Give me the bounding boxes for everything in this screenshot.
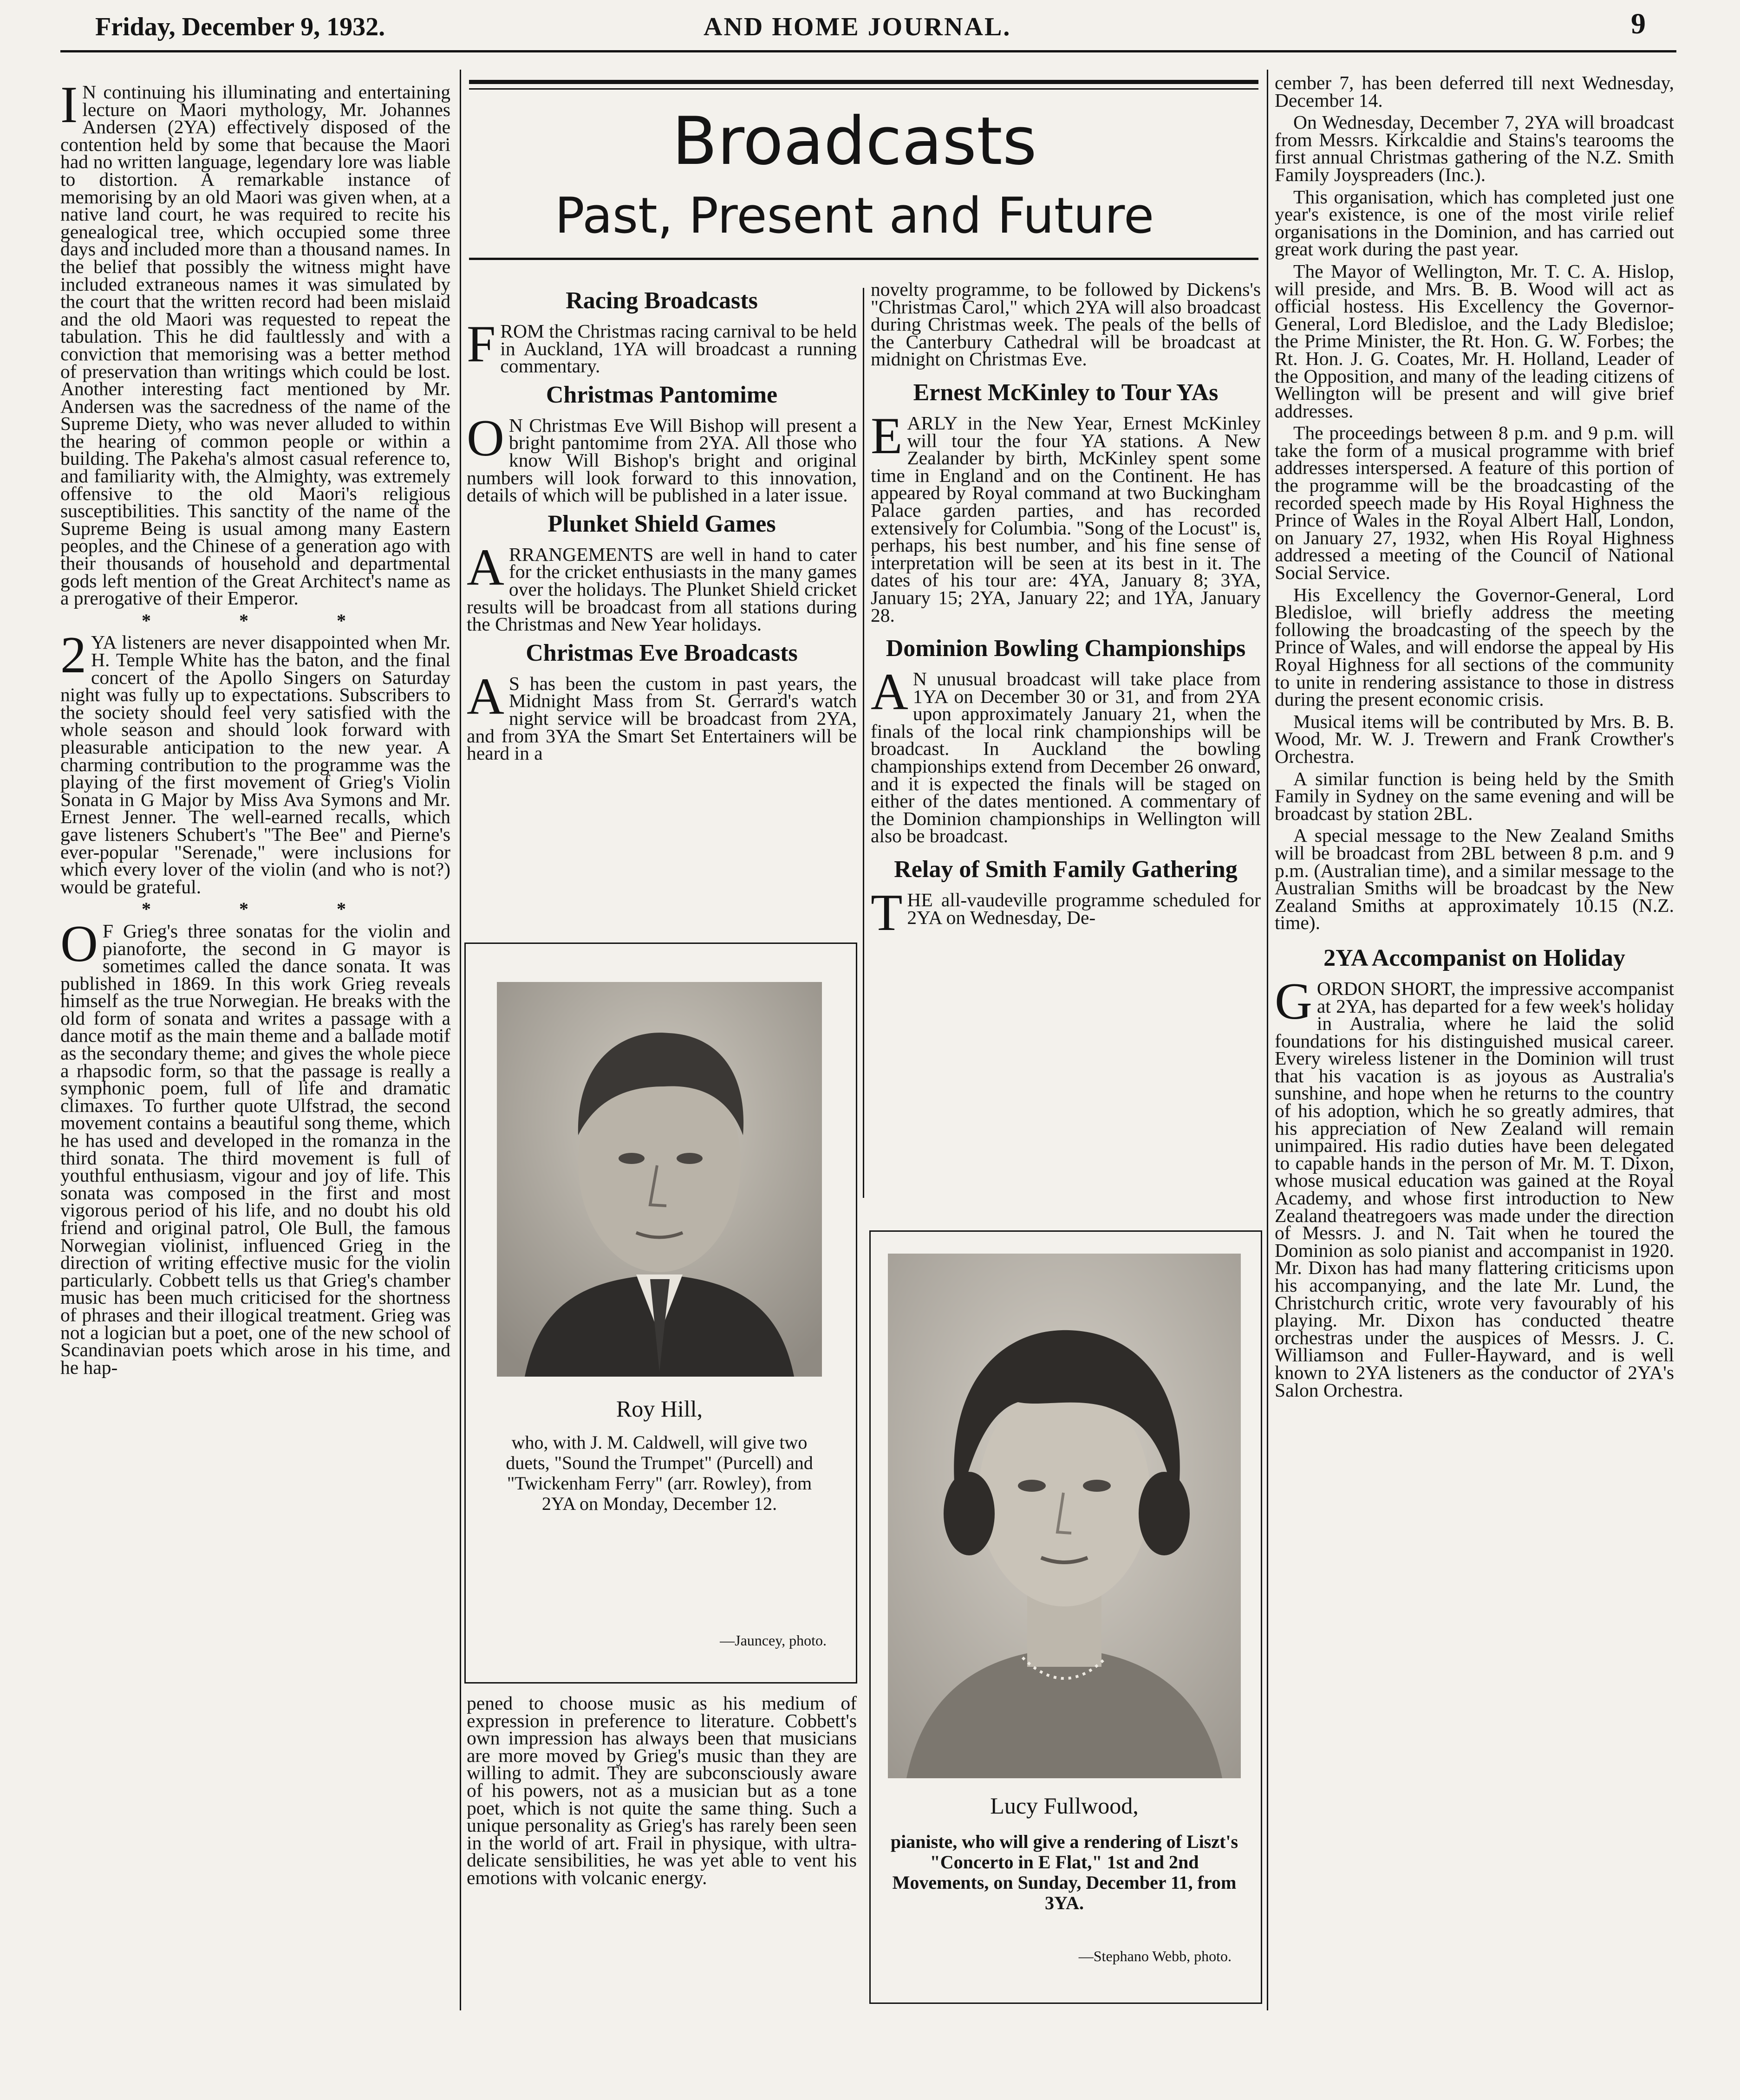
section-separator: * * *: [142, 898, 388, 920]
smith-family-para-8: A special message to the New Zealand Smiths will be broadcast from 2BL between 8 p.m. and 9 p.m. (Australian time), and a similar message to the Australian Smiths will be broadcast by the New Zealand Smiths at approximately 10.15 (N.Z. time).: [1275, 825, 1674, 934]
section-separator: * * *: [142, 610, 388, 631]
drop-cap: A: [871, 663, 908, 721]
column-3: [871, 279, 1261, 942]
column-1: [60, 76, 450, 1381]
smith-family-para-2: This organisation, which has completed just one year's existence, is one of the most virile relief organisations in the Dominion, and has carried out great work during the past year.: [1275, 186, 1674, 260]
column-2-bottom: [467, 1692, 857, 1892]
christmas-eve-article: A S has been the custom in past years, the Midnight Mass from St. Gerrard's watch night service will be broadcast from 2YA, and from 3YA the Smart Set Entertainers will be heard in a: [467, 667, 857, 764]
smith-family-para-6: Musical items will be contributed by Mrs. B. B. Wood, Mr. W. J. Trewern and Frank Crowther's Orchestra.: [1275, 710, 1674, 767]
masthead: AND HOME JOURNAL.: [704, 13, 1011, 41]
pantomime-article: O N Christmas Eve Will Bishop will present a bright pantomime from 2YA. All those who know Will Bishop's bright and original numbers will look forward to this innovation, details of which will be published in a later issue.: [467, 409, 857, 506]
bowling-article: A N unusual broadcast will take place from 1YA on December 30 or 31, and from 2YA upon approximately January 21, when the finals of the local rink championships will be broadcast. In Auckland the bowling championships extend from December 26 onward, and it is expected the finals will be staged on either of the dates mentioned. A commentary of the Dominion championships in Wellington will also be broadcast.: [871, 663, 1261, 847]
heading-plunket: Plunket Shield Games: [547, 510, 776, 537]
title-rule-top-thin: [469, 88, 1258, 90]
heading-bowling: Dominion Bowling Championships: [886, 635, 1246, 662]
heading-mckinley: Ernest McKinley to Tour YAs: [913, 379, 1219, 406]
heading-accompanist: 2YA Accompanist on Holiday: [1323, 944, 1625, 971]
feature-subtitle: Past, Present and Future: [554, 187, 1154, 244]
apollo-article: 2 YA listeners are never disappointed when Mr. H. Temple White has the baton, and the final concert of the Apollo Singers on Saturday night was fully up to expectations. Subscribers to the society should feel very satisfied with the whole season and should look forward with pleasurable anticipation to the new year. A charming contribution to the programme was the playing of the first movement of Grieg's Violin Sonata in G Major by Miss Ava Symons and Mr. Ernest Jenner. The well-earned recalls, which gave listeners Schubert's "The Bee" and Pierne's ever-popular "Serenade," were inclusions for which every lover of the violin (and who is not?) would be grateful.: [60, 626, 450, 897]
drop-cap: F: [467, 315, 496, 373]
drop-cap: 2: [60, 626, 86, 684]
smith-family-para-3: The Mayor of Wellington, Mr. T. C. A. Hislop, will preside, and Mrs. B. B. Wood will act as official hostess. His Excellency the Governor-General, Lord Bledisloe, and the Lady Bledisloe; the Prime Minister, the Rt. Hon. G. W. Forbes; the Rt. Hon. J. G. Coates, Mr. H. Holland, Leader of the Opposition, and many of the leading citizens of Wellington will be present and will give brief addresses.: [1275, 260, 1674, 422]
accompanist-article: GORDON SHORT, the impressive accompanist at 2YA, has departed for a few week's holiday in Australia, where he laid the solid foundations for his distinguished musical career. Every wireless listener in the Dominion will trust that his vacation is as joyous as Australia's sunshine, and hope when he returns to the country of his adoption, which he so greatly admires, that his appreciation of New Zealand will remain unimpaired. His radio duties have been delegated to capable hands in the person of Mr. M. T. Dixon, whose musical education was gained at the Royal Academy, and whose first introduction to New Zealand theatregoers was made under the direction of Messrs. J. and N. Tait when he toured the Dominion as solo pianist and accompanist in 1920. Mr. Dixon has had many flattering criticisms upon his accompanying, and the late Mr. Lund, the Christchurch critic, wrote very favourably of his playing. Mr. Dixon has conducted theatre orchestras under the auspices of Messrs. J. C. Williamson and Fuller-Hayward, and is well known to 2YA listeners as the conductor of 2YA's Salon Orchestra.: [1275, 972, 1674, 1401]
plunket-article: ARRANGEMENTS are well in hand to cater for the cricket enthusiasts in the many games over the holidays. The Plunket Shield cricket results will be broadcast from all stations during the Christmas and New Year holidays.: [467, 538, 857, 635]
grieg-continuation: pened to choose music as his medium of expression in preference to literature. Cobbett's own impression has always been that musicians are more moved by Grieg's music than they are willing to admit. They are subconsciously aware of his powers, not as a musician but as a tone poet, which is not quite the same thing. Such a unique personality as Grieg's has rarely been seen in the world of art. Frail in physique, with ultra-delicate sensibilities, he was yet able to vent his emotions with volcanic energy.: [467, 1692, 857, 1888]
drop-cap: A: [467, 667, 504, 725]
relay-continuation: cember 7, has been deferred till next Wednesday, December 14.: [1275, 72, 1674, 111]
issue-date: Friday, December 9, 1932.: [95, 13, 385, 41]
photo1-name: Roy Hill,: [616, 1396, 703, 1422]
photo1-caption: who, with J. M. Caldwell, will give two duets, "Sound the Trumpet" (Purcell) and "Twickenham Ferry" (arr. Rowley), from 2YA on Monday, December 12.: [506, 1432, 813, 1514]
heading-racing: Racing Broadcasts: [566, 287, 758, 314]
smith-family-para-4: The proceedings between 8 p.m. and 9 p.m. will take the form of a musical programme with brief addresses interspersed. A feature of this portion of the programme will be the broadcasting of the recorded speech made by His Royal Highness the Prince of Wales in the Royal Albert Hall, London, on January 27, 1932, when His Royal Highness addressed a meeting of the Council of National Social Service.: [1275, 422, 1674, 584]
title-rule-top: [469, 80, 1258, 84]
photo1-credit: —Jauncey, photo.: [720, 1632, 827, 1649]
drop-cap: E: [871, 407, 903, 465]
column-divider: [1267, 70, 1268, 2010]
page-number: 9: [1631, 7, 1646, 40]
title-rule-bottom: [469, 258, 1258, 260]
drop-cap: G: [1275, 972, 1312, 1030]
column-2-top: [467, 281, 857, 767]
portrait-roy-hill: [497, 982, 822, 1377]
portrait-lucy-fullwood: [888, 1254, 1241, 1778]
heading-christmas-eve: Christmas Eve Broadcasts: [526, 639, 798, 666]
andersen-article: I N continuing his illuminating and entertaining lecture on Maori mythology, Mr. Johannes Andersen (2YA) effectively disposed of the contention held by some that because the Maori had no written language, legendary lore was liable to distortion. A remarkable instance of memorising by an old Maori was given when, at a native land court, he was required to recite his genealogical tree, which occupied some three days and included more than a thousand names. In the belief that possibly the witness might have included extraneous names it was simulated by the court that the written record had been mislaid and the old Maori was requested to repeat the tabulation. This he did faultlessly and with a conviction that memorising was a better method of preservation than writings which could be lost. Another interesting fact mentioned by Mr. Andersen was the sacredness of the name of the Supreme Diety, who was never alluded to within the hearing of common people or within a building. The Pakeha's almost casual reference to, and familiarity with, the Almighty, was extremely offensive to the old Maori's religious susceptibilities. This sanctity of the name of the Supreme Being is usual among many Eastern peoples, and the Chinese of a generation ago with their thousands of household and departmental gods left mention of the Great Architect's name as a prerogative of their Emperor.: [60, 76, 450, 609]
smith-family-para-1: On Wednesday, December 7, 2YA will broadcast from Messrs. Kirkcaldie and Stains's tearooms the first annual Christmas gathering of the N.Z. Smith Family Joyspreaders (Inc.).: [1275, 111, 1674, 185]
smith-family-para-5: His Excellency the Governor-General, Lord Bledisloe, will briefly address the meeting following the broadcasting of the speech by the Prince of Wales, and will endorse the appeal by His Royal Highness for all sections of the community to unite in rendering assistance to those in distress during the present economic crisis.: [1275, 584, 1674, 710]
heading-pantomime: Christmas Pantomime: [546, 381, 778, 408]
photo2-credit: —Stephano Webb, photo.: [1078, 1948, 1232, 1964]
novelty-article: novelty programme, to be followed by Dickens's "Christmas Carol," which 2YA will also broadcast during Christmas week. The peals of the bells of the Canterbury Cathedral will be broadcast at midnight on Christmas Eve.: [871, 279, 1261, 370]
photo2-caption: pianiste, who will give a rendering of Liszt's "Concerto in E Flat," 1st and 2nd Movements, on Sunday, December 11, from 3YA.: [890, 1831, 1238, 1913]
relay-article: THE all-vaudeville programme scheduled for 2YA on Wednesday, De-: [871, 884, 1261, 942]
drop-cap: T: [871, 884, 903, 942]
column-divider: [460, 70, 461, 2010]
drop-cap: O: [60, 915, 98, 973]
drop-cap: O: [467, 409, 504, 467]
smith-family-para-7: A similar function is being held by the Smith Family in Sydney on the same evening and will be broadcast by station 2BL.: [1275, 767, 1674, 824]
racing-article: FROM the Christmas racing carnival to be held in Auckland, 1YA will broadcast a running commentary.: [467, 315, 857, 377]
photo2-name: Lucy Fullwood,: [990, 1793, 1139, 1819]
feature-title: Broadcasts: [672, 103, 1037, 180]
column-4: [1275, 74, 1674, 1404]
heading-relay: Relay of Smith Family Gathering: [894, 856, 1238, 883]
header-rule: [60, 50, 1676, 52]
drop-cap: I: [60, 76, 78, 134]
grieg-article: O F Grieg's three sonatas for the violin and pianoforte, the second in G mayor is sometimes called the dance sonata. It was published in 1869. In this work Grieg reveals himself as the true Norwegian. He breaks with the old form of sonata and writes a passage with a dance motif as the main theme and a ballade motif as the secondary theme; and gives the whole piece a rhapsodic form, so that the passage is really a symphonic poem, full of life and dramatic climaxes. To further quote Ulfstrad, the second movement contains a beautiful song theme, which he has used and developed in the romanza in the third sonata. The third movement is full of youthful enthusiasm, vigour and joy of life. This sonata was composed in the first and most vigorous period of his life, and no doubt his old friend and original patrol, Ole Bull, the famous Norwegian violinist, influenced Grieg in the direction of writing effective music for the violin particularly. Cobbett tells us that Grieg's chamber music has been much criticised for the shortness of phrases and their illogical treatment. Grieg was not a logician but a poet, one of the new school of Scandinavian poets which arose in his time, and he hap-: [60, 915, 450, 1378]
mckinley-article: EARLY in the New Year, Ernest McKinley will tour the four YA stations. A New Zealander by birth, McKinley spent some time in England and on the Continent. He has appeared by Royal command at two Buckingham Palace garden parties, and has recorded extensively for Columbia. "Song of the Locust" is, perhaps, his best number, and his fine sense of interpretation will be seen at its best in it. The dates of his tour are: 4YA, January 8; 3YA, January 15; 2YA, January 22; and 1YA, January 28.: [871, 407, 1261, 626]
column-divider: [863, 288, 864, 1198]
drop-cap: A: [467, 538, 504, 596]
